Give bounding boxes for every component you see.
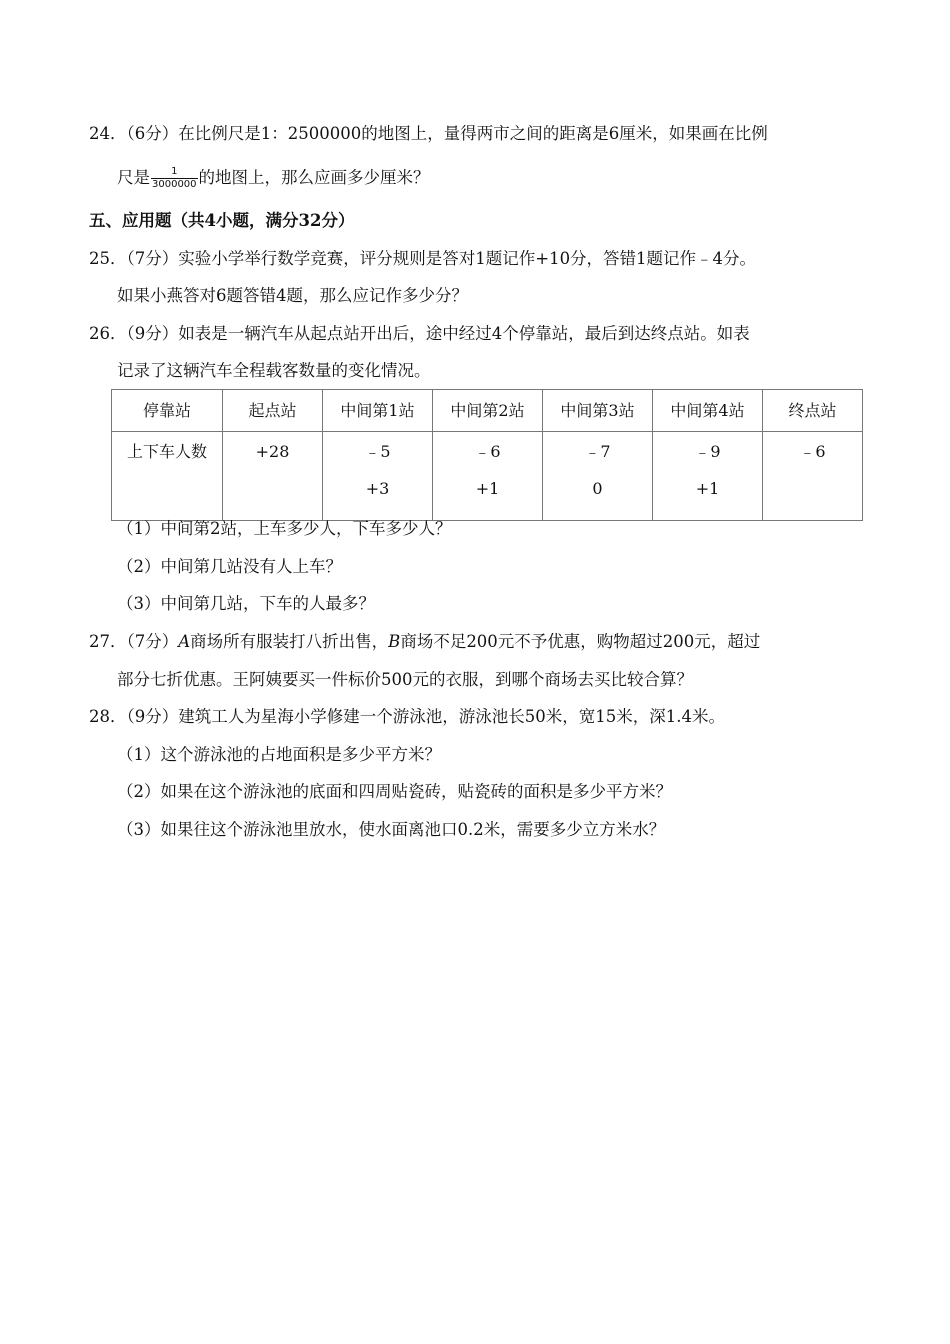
- cell-value-off: +28: [255, 442, 290, 461]
- q24-line2: [117, 166, 430, 191]
- table-header-cell: 中间第1站: [323, 390, 433, 432]
- table-cell: [223, 432, 323, 521]
- table-cell: [543, 432, 653, 521]
- table-header-cell: 中间第3站: [543, 390, 653, 432]
- row-label: 上下车人数: [112, 432, 223, 521]
- table-cell: [433, 432, 543, 521]
- table-header-cell: 终点站: [763, 390, 863, 432]
- q26-sub2: （2）中间第几站没有人上车？: [117, 557, 342, 576]
- cell-value-off: ﹣9: [694, 442, 721, 461]
- cell-value-on: +1: [475, 479, 500, 498]
- cell-value-off: ﹣6: [799, 442, 826, 461]
- cell-value-on: 0: [592, 479, 603, 498]
- q27-post: 商场不足200元不予优惠，购物超过200元，超过: [400, 632, 761, 651]
- table-cell: [323, 432, 433, 521]
- cell-value-on: +3: [365, 479, 390, 498]
- table-cell: [653, 432, 763, 521]
- q28-line1: 28．（9分）建筑工人为星海小学修建一个游泳池，游泳池长50米，宽15米，深1.4米。: [89, 707, 725, 726]
- q24-line1: 24．（6分）在比例尺是1：2500000的地图上，量得两市之间的距离是6厘米，如果画在比例: [89, 124, 768, 143]
- q26-sub1: （1）中间第2站，上车多少人，下车多少人？: [117, 519, 452, 538]
- table-cell: [763, 432, 863, 521]
- store-a-label: A: [178, 632, 191, 651]
- q27-prefix: 27．（7分）: [89, 632, 179, 651]
- scale-fraction: [151, 166, 198, 191]
- q28-sub3: （3）如果往这个游泳池里放水，使水面离池口0.2米，需要多少立方米水？: [117, 820, 666, 839]
- table-header-cell: 中间第2站: [433, 390, 543, 432]
- q27-line1: [89, 632, 760, 652]
- q26-sub3: （3）中间第几站，下车的人最多？: [117, 594, 375, 613]
- q26-line1: 26．（9分）如表是一辆汽车从起点站开出后，途中经过4个停靠站，最后到达终点站。如表: [89, 324, 750, 343]
- section-heading: 五、应用题（共4小题，满分32分）: [89, 211, 355, 230]
- q25-line1: 25．（7分）实验小学举行数学竞赛，评分规则是答对1题记作+10分，答错1题记作﹣4分。: [89, 249, 757, 268]
- q24-line2-post: 的地图上，那么应画多少厘米？: [198, 168, 430, 187]
- q28-sub2: （2）如果在这个游泳池的底面和四周贴瓷砖，贴瓷砖的面积是多少平方米？: [117, 782, 672, 801]
- q24-line2-pre: 尺是: [117, 168, 150, 187]
- q25-line2: 如果小燕答对6题答错4题，那么应记作多少分？: [117, 286, 468, 305]
- table-header-cell: 停靠站: [112, 390, 223, 432]
- cell-value-off: ﹣6: [474, 442, 501, 461]
- table-row: [112, 432, 863, 521]
- store-b-label: B: [388, 632, 401, 651]
- cell-value-on: +1: [695, 479, 720, 498]
- table-header-row: [112, 390, 863, 432]
- cell-value-off: ﹣5: [364, 442, 391, 461]
- fraction-numerator: 1: [171, 166, 178, 177]
- q26-line2: 记录了这辆汽车全程载客数量的变化情况。: [117, 361, 431, 380]
- q27-line2: 部分七折优惠。王阿姨要买一件标价500元的衣服，到哪个商场去买比较合算？: [117, 670, 693, 689]
- q27-mid: 商场所有服装打八折出售，: [190, 632, 389, 651]
- table-header-cell: 起点站: [223, 390, 323, 432]
- q28-sub1: （1）这个游泳池的占地面积是多少平方米？: [117, 745, 441, 764]
- passenger-table: [111, 389, 863, 521]
- fraction-denominator: 3000000: [152, 179, 197, 190]
- cell-value-off: ﹣7: [584, 442, 611, 461]
- table-header-cell: 中间第4站: [653, 390, 763, 432]
